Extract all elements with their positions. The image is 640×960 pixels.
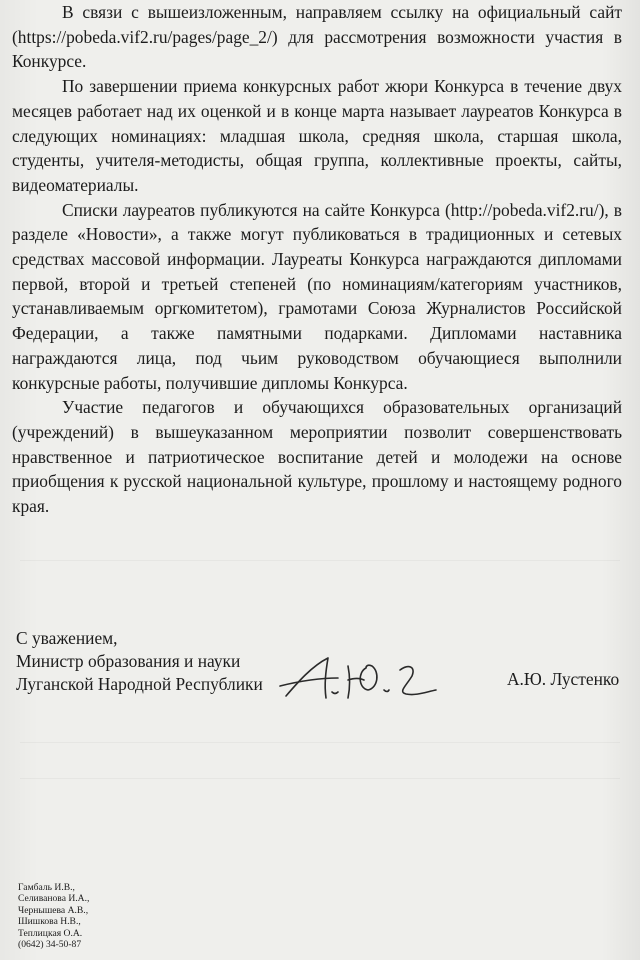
bleed-through-line (20, 560, 620, 561)
closing-block (16, 627, 263, 696)
closing-position: Министр образования и науки (16, 651, 241, 671)
handwritten-signature (276, 652, 456, 707)
executor-line: Гамбаль И.В., (18, 882, 75, 893)
closing-greeting: С уважением, (16, 628, 118, 648)
executors-list (18, 882, 89, 950)
executor-line: Селиванова И.А., (18, 893, 90, 905)
bleed-through-line (20, 742, 620, 743)
bleed-through-line (20, 778, 620, 779)
paragraph-jury-nominations: По завершении приема конкурсных работ жюри Конкурса в течение двух месяцев работает над их оценкой и в конце марта называет лауреатов Конкурса в следующих номинациях: младшая школа, средняя школа, старшая школа, студенты, учителя-методисты, общая группа, коллективные проекты, сайты, видеоматериалы. (12, 76, 622, 195)
executor-phone: (0642) 34-50-87 (18, 939, 82, 951)
paragraph-participation: Участие педагогов и обучающихся образовательных организаций (учреждений) в вышеуказанном мероприятии позволит совершенствовать нравственное и патриотическое воспитание детей и молодежи на основе приобщения к русской национальной культуре, прошлому и настоящему родного края. (12, 397, 622, 517)
executor-line: Шишкова Н.В., (18, 916, 81, 928)
paragraph-laureates-awards: Списки лауреатов публикуются на сайте Конкурса (http://pobeda.vif2.ru/), в разделе «Новости», а также могут публиковаться в традиционных и сетевых средствах массовой информации. Лауреаты Конкурса награждаются дипломами первой, второй и третьей степеней (по номинациям/категориям участников, устанавливаемым оргкомитетом), грамотами Союза Журналистов Российской Федерации, а также памятными подарками. Дипломами наставника награждаются лица, под чьим руководством обучающиеся выполнили конкурсные работы, получившие дипломы Конкурса. (12, 199, 622, 393)
letter-body (12, 0, 622, 519)
paragraph-website-link: В связи с вышеизложенным, направляем ссылку на официальный сайт (https://pobeda.vif2.ru/pages/page_2/) для рассмотрения возможности участия в Конкурсе. (12, 2, 622, 72)
signer-name: А.Ю. Лустенко (507, 669, 620, 689)
executor-line: Теплицкая О.А. (18, 927, 83, 939)
executor-line: Чернышева А.В., (18, 904, 89, 916)
closing-organization: Луганской Народной Республики (16, 674, 263, 694)
